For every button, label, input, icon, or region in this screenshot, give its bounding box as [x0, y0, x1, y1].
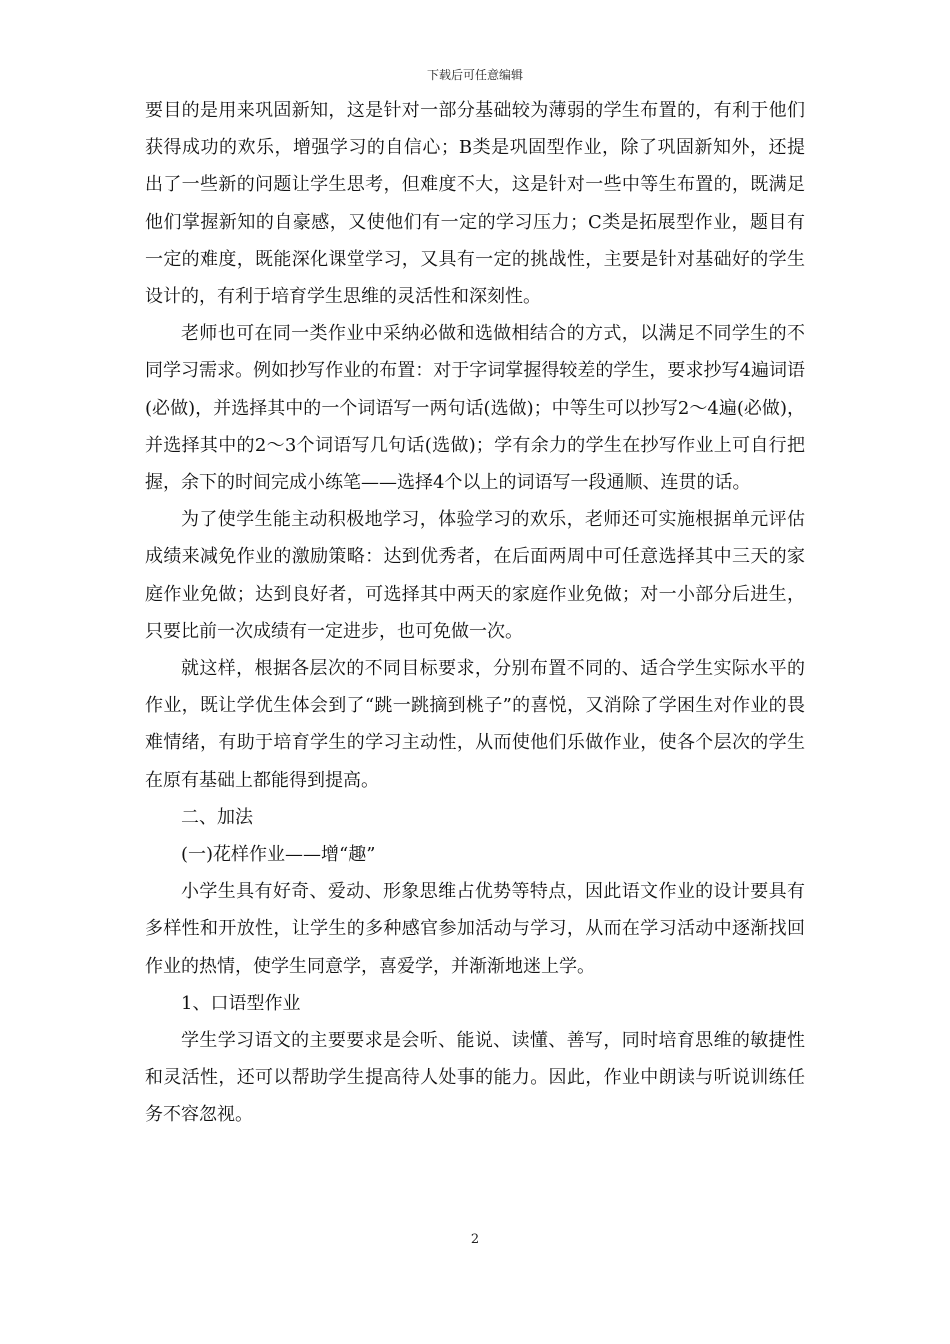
item-heading: 1、口语型作业: [181, 992, 301, 1014]
paragraph: 学生学习语文的主要要求是会听、能说、读懂、善写，同时培育思维的敏捷性和灵活性，还可以帮助学生提高待人处事的能力。因此，作业中朗读与听说训练任务不容忽视。: [145, 1030, 805, 1126]
subsection-heading: (一)花样作业——增“趣”: [181, 844, 376, 866]
paragraph: 就这样，根据各层次的不同目标要求，分别布置不同的、适合学生实际水平的作业，既让学优生体会到了“跳一跳摘到桃子”的喜悦，又消除了学困生对作业的畏难情绪，有助于培育学生的学习主动性，从而使他们乐做作业，使各个层次的学生在原有基础上都能得到提高。: [145, 658, 805, 791]
paragraph-continuation: 要目的是用来巩固新知，这是针对一部分基础较为薄弱的学生布置的，有利于他们获得成功的欢乐，增强学习的自信心；B类是巩固型作业，除了巩固新知外，还提出了一些新的问题让学生思考，但难度不大，这是针对一些中等生布置的，既满足他们掌握新知的自豪感，又使他们有一定的学习压力；C类是拓展型作业，题目有一定的难度，既能深化课堂学习，又具有一定的挑战性，主要是针对基础好的学生设计的，有利于培育学生思维的灵活性和深刻性。: [145, 100, 805, 308]
paragraph: 小学生具有好奇、爱动、形象思维占优势等特点，因此语文作业的设计要具有多样性和开放性，让学生的多种感官参加活动与学习，从而在学习活动中逐渐找回作业的热情，使学生同意学，喜爱学，并渐渐地迷上学。: [145, 881, 805, 977]
document-body: [145, 92, 805, 1134]
page-header-note: 下载后可任意编辑: [426, 68, 523, 82]
page-number: 2: [470, 1232, 480, 1247]
paragraph: 为了使学生能主动积极地学习，体验学习的欢乐，老师还可实施根据单元评估成绩来减免作业的激励策略：达到优秀者，在后面两周中可任意选择其中三天的家庭作业免做；达到良好者，可选择其中两天的家庭作业免做；对一小部分后进生，只要比前一次成绩有一定进步，也可免做一次。: [145, 509, 805, 642]
section-heading: 二、加法: [181, 806, 253, 828]
paragraph: 老师也可在同一类作业中采纳必做和选做相结合的方式，以满足不同学生的不同学习需求。例如抄写作业的布置：对于字词掌握得较差的学生，要求抄写4遍词语(必做)，并选择其中的一个词语写一两句话(选做)；中等生可以抄写2～4遍(必做)，并选择其中的2～3个词语写几句话(选做)；学有余力的学生在抄写作业上可自行把握，余下的时间完成小练笔——选择4个以上的词语写一段通顺、连贯的话。: [145, 323, 805, 494]
